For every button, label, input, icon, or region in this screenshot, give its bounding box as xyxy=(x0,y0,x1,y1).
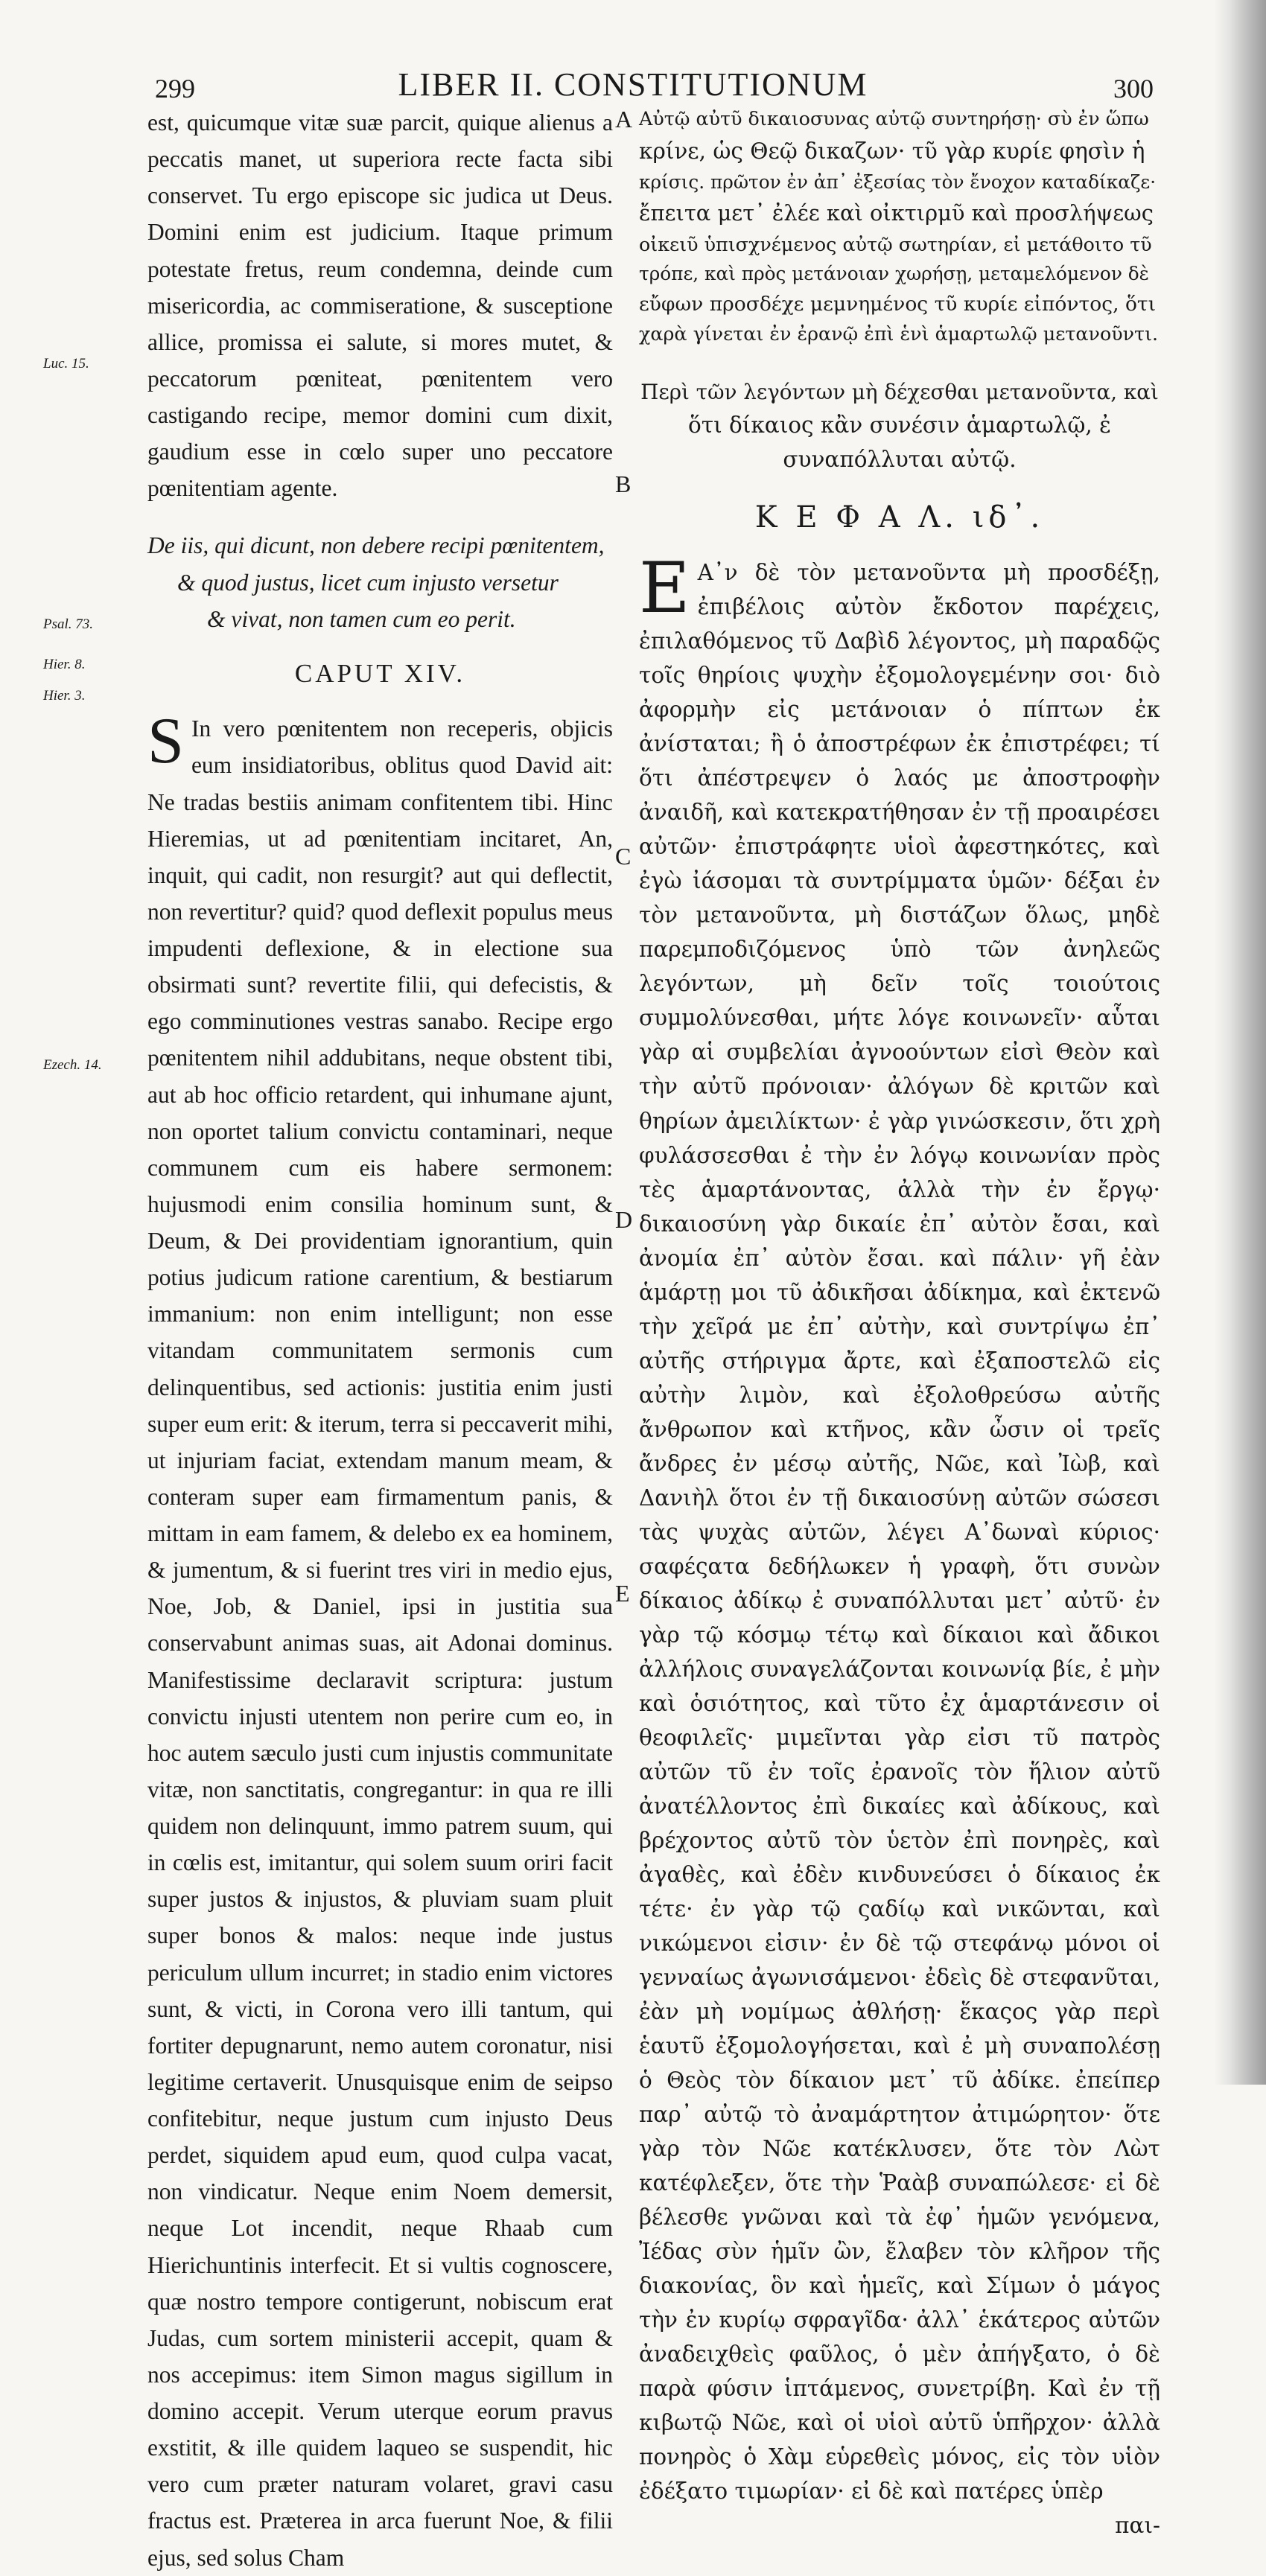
margin-ref-luc: Luc. 15. xyxy=(43,356,89,372)
margin-ref-hier-3: Hier. 3. xyxy=(43,688,86,704)
section-letter-c: C xyxy=(615,843,632,870)
greek-column xyxy=(639,104,1160,2542)
section-letter-b: B xyxy=(615,471,632,497)
greek-dropcap: Ε xyxy=(639,548,690,630)
latin-chapter-body xyxy=(147,705,613,2575)
running-head: LIBER II. CONSTITUTIONUM xyxy=(398,66,868,103)
right-page-number: 300 xyxy=(1113,74,1154,103)
left-page-number: 299 xyxy=(155,74,195,103)
greek-top-line: Αὐτῷ αὐτῦ δικαιοσυνας αὐτῷ συντηρήσῃ· σὺ ἐν ὥπω xyxy=(639,107,1149,130)
greek-chapter-body xyxy=(639,548,1160,2508)
greek-chapter-text: Α᾽ν δὲ τὸν μετανοῦντα μὴ προσδέξῃ, ἐπιβέλοις αὐτὸν ἔκδοτον παρέχεις, ἐπιλαθόμενος τῦ Δαβὶδ λέγοντος, μὴ παραδῷς τοῖς θηρίοις ψυχὴν ἐξομολογεμένην σοι· διὸ ἀφορμὴν εἰς μετάνοιαν ὁ πίπτων ἐκ ἀνίσταται; ἢ ὁ ἀποστρέφων ἐκ ἐπιστρέφει; τί ὅτι ἀπέστρεψεν ὁ λαός με ἀποστροφὴν ἀναιδῆ, καὶ κατεκρατήθησαν ἐν τῇ προαιρέσει αὐτῶν· ἐπιστράφητε υἱοὶ ἀφεστηκότες, καὶ ἐγὼ ἰάσομαι τὰ συντρίμματα ὑμῶν· δέξαι ἐν τὸν μετανοῦντα, μὴ διστάζων ὅλως, μηδὲ παρεμποδιζόμενος ὑπὸ τῶν ἀνηλεῶς λεγόντων, μὴ δεῖν τοῖς τοιούτοις συμμολύνεσθαι, μήτε λόγε κοινωνεῖν· αὗται γὰρ αἱ συμβελίαι ἀγνοούντων εἰσὶ Θεὸν καὶ τὴν αὐτῦ πρόνοιαν· ἀλόγων δὲ κριτῶν καὶ θηρίων ἀμειλίκτων· ἐ γὰρ γινώσκεσιν, ὅτι χρὴ φυλάσσεσθαι ἐ τὴν ἐν λόγῳ κοινωνίαν πρὸς τὲς ἁμαρτάνοντας, ἀλλὰ τὴν ἐν ἔργῳ· δικαιοσύνη γὰρ δικαίε ἐπ᾽ αὐτὸν ἔσαι, καὶ ἀνομία ἐπ᾽ αὐτὸν ἔσαι. καὶ πάλιν· γῆ ἐὰν ἁμάρτῃ μοι τῦ ἀδικῆσαι ἀδίκημα, καὶ ἐκτενῶ τὴν χεῖρά με ἐπ᾽ αὐτὴν, καὶ συντρίψω ἐπ᾽ αὐτῆς στήριγμα ἄρτε, καὶ ἐξαποστελῶ εἰς αὐτὴν λιμὸν, καὶ ἐξολοθρεύσω αὐτῆς ἄνθρωπον καὶ κτῆνος, κἂν ὦσιν οἱ τρεῖς ἄνδρες ἐν μέσῳ αὐτῆς, Νῶε, καὶ Ἰὼβ, καὶ Δανιὴλ ὅτοι ἐν τῇ δικαιοσύνῃ αὐτῶν σώσεσι τὰς ψυχὰς αὐτῶν, λέγει Α᾽δωναὶ κύριος· σαφέςατα δεδήλωκεν ἡ γραφὴ, ὅτι συνὼν δίκαιος ἀδίκῳ ἐ συναπόλλυται μετ᾽ αὐτῦ· ἐν γὰρ τῷ κόσμῳ τέτῳ καὶ δίκαιοι καὶ ἄδικοι ἀλλήλοις συναγελάζονται κοινωνίᾳ βίε, ἐ μὴν καὶ ὁσιότητος, καὶ τῦτο ἐχ ἁμαρτάνεσιν οἱ θεοφιλεῖς· μιμεῖνται γὰρ εἰσι τῦ πατρὸς αὐτῶν τῦ ἐν τοῖς ἐρανοῖς τὸν ἥλιον αὐτῦ ἀνατέλλοντος ἐπὶ δικαίες καὶ ἀδίκους, καὶ βρέχοντος αὐτῦ τὸν ὑετὸν ἐπὶ πονηρὲς, καὶ ἀγαθὲς, καὶ ἐδὲν κινδυνεύσει ὁ δίκαιος ἐκ τέτε· ἐν γὰρ τῷ ςαδίῳ καὶ νικῶνται, καὶ νικώμενοι εἰσιν· ἐν δὲ τῷ στεφάνῳ μόνοι οἱ γενναίως ἀγωνισάμενοι· ἐδεὶς δὲ στεφανῦται, ἐὰν μὴ νομίμως ἀθλήσῃ· ἕκαςος γὰρ περὶ ἑαυτῦ ἐξομολογήσεται, καὶ ἐ μὴ συναπολέσῃ ὁ Θεὸς τὸν δίκαιον μετ᾽ τῦ ἀδίκε. ἐπείπερ παρ᾽ αὐτῷ τὸ ἀναμάρτητον ἀτιμώρητον· ὅτε γὰρ τὸν Νῶε κατέκλυσεν, ὅτε τὸν Λὼτ κατέφλεξεν, ὅτε τὴν Ῥαὰβ συναπώλεσε· εἰ δὲ βέλεσθε γνῶναι καὶ τὰ ἐφ᾽ ἡμῶν γενόμενα, Ἰέδας σὺν ἡμῖν ὢν, ἔλαβεν τὸν κλῆρον τῆς διακονίας, ὃν καὶ ἡμεῖς, καὶ Σίμων ὁ μάγος τὴν ἐν κυρίῳ σφραγῖδα· ἀλλ᾽ ἑκάτερος αὐτῶν ἀναδειχθεὶς φαῦλος, ὁ μὲν ἀπήγξατο, ὁ δὲ παρὰ φύσιν ἱπτάμενος, συνετρίβη. Καὶ ἐν τῇ κιβωτῷ Νῶε, καὶ οἱ υἱοὶ αὐτῦ ὑπῆρχον· ἀλλὰ πονηρὸς ὁ Χὰμ εὑρεθεὶς μόνος, εἰς τὸν υἱὸν ἐδέξατο τιμωρίαν· εἰ δὲ καὶ πατέρες ὑπὲρ xyxy=(639,560,1160,2505)
page-edge-shadow xyxy=(1214,0,1266,2085)
latin-chapter-summary xyxy=(147,527,613,637)
margin-ref-psal: Psal. 73. xyxy=(43,616,94,632)
margin-ref-hier-8: Hier. 8. xyxy=(43,657,86,672)
section-letter-a: A xyxy=(615,106,633,133)
greek-top-line: οἰκειῦ ὑπισχνέμενος αὐτῷ σωτηρίαν, εἰ μετάθοιτο τῦ xyxy=(639,233,1152,256)
latin-column xyxy=(147,104,613,2576)
greek-top-line: εὔφων προσδέχε μεμνημένος τῦ κυρίε εἰπόντος, ὅτι xyxy=(639,292,1157,316)
latin-dropcap: S xyxy=(147,705,184,778)
latin-chapter-text: In vero pœnitentem non receperis, objicis eum insidiatoribus, oblitus quod David ait: Ne tradas bestiis animam confitentem tibi. Hinc Hieremias, ut ad pœnitentiam incitaret, An, inquit, qui cadit, non resurgit? aut qui deflectit, non revertitur? quid? quod deflexit populus meus impudenti deflexione, & in electione sua obsirmati sunt? revertite filii, qui defecistis, & ego comminutiones vestras sanabo. Recipe ergo pœnitentem nihil addubitans, neque obstent tibi, aut ab hoc officio retardent, qui inhumane ajunt, non oportet talium convictu contaminari, neque communem cum eis habere sermonem: hujusmodi enim consilia hominum sunt, & Deum, & Dei providentiam ignorantium, quin potius judicum ratione carentium, & bestiarum immanium: non enim intelligunt; non esse vitandam communitatem sermonis cum delinquentibus, sed actionis: justitia enim justi super eum erit: & iterum, terra si peccaverit mihi, ut injuriam faciat, extendam manum meam, & conteram super eam firmamentum panis, & mittam in eam famem, & delebo ex ea hominem, & jumentum, & si fuerint tres viri in medio ejus, Noe, Job, & Daniel, ipsi in justitia sua conservabunt animas suas, ait Adonai dominus. Manifestissime declaravit scriptura: justum convictu injusti utentem non perire cum eo, in hoc autem sæculo justi cum injustis communitate vitæ, non sanctitatis, congregantur: in qua re illi quidem non delinquunt, immo patrem suum, qui in cœlis est, imitantur, qui solem suum oriri facit super justos & injustos, & pluviam suam pluit super bonos & malos: neque inde justus periculum ullum incurret; in stadio enim victores sunt, & victi, in Corona vero illi tantum, qui fortiter depugnarunt, nemo autem coronatur, nisi legitime certaverit. Unusquisque enim de seipso confitebitur, neque justum cum injusto Deus perdet, siquidem apud eum, quod culpa vacat, non vindicatur. Neque enim Noem demersit, neque Lot incendit, neque Rhaab cum Hierichuntinis interfecit. Et si vultis cognoscere, quæ nostro tempore contigerunt, nobiscum erat Judas, cum sortem ministerii accepit, quam & nos accepimus: item Simon magus sigillum in domino accepit. Verum uterque eorum pravus exstitit, & ille quidem laqueo se suspendit, hic vero cum præter naturam volaret, gravi casu fractus est. Præterea in arca fuerunt Noe, & filii ejus, sed solus Cham xyxy=(147,715,613,2571)
latin-summary-line: & vivat, non tamen cum eo perit. xyxy=(207,605,516,632)
greek-chapter-title: Κ Ε Φ Α Λ. ιδ᾽. xyxy=(754,500,1045,535)
latin-top-paragraph: est, quicumque vitæ suæ parcit, quique alienus a peccatis manet, ut superiora recte facta sibi conservet. Tu ergo episcope sic judica ut Deus. Domini enim est judicium. Itaque primum potestate fretus, reum condemna, deinde cum misericordia, ac commiseratione, & susceptione allice, promissa ei salute, si mores mutet, & peccatorum pœniteat, pœnitentem vero castigando recipe, memor domini cum dixit, gaudium esse in cœlo super uno peccatore pœnitentiam agente. xyxy=(147,109,613,502)
section-letter-e: E xyxy=(615,1580,630,1607)
greek-chapter-summary xyxy=(639,376,1160,476)
greek-summary-line: Περὶ τῶν λεγόντων μὴ δέχεσθαι μετανοῦντα, καὶ xyxy=(640,379,1159,404)
catchword: παι- xyxy=(1115,2513,1160,2539)
greek-top-line: χαρὰ γίνεται ἐν ἐρανῷ ἐπὶ ἑνὶ ἁμαρτωλῷ μετανοῦντι. xyxy=(639,322,1159,345)
greek-summary-line: ὅτι δίκαιος κἂν συνέσιν ἁμαρτωλῷ, ἐ xyxy=(688,412,1111,438)
latin-chapter-title: CAPUT XIV. xyxy=(294,658,466,688)
latin-summary-line: & quod justus, licet cum injusto versetur xyxy=(177,569,559,596)
section-letter-d: D xyxy=(615,1206,633,1233)
greek-top-passage xyxy=(639,104,1160,349)
latin-summary-line: De iis, qui dicunt, non debere recipi pœnitentem, xyxy=(147,532,605,559)
greek-top-line: κρίνε, ὡς Θεῷ δικαζων· τῦ γὰρ κυρίε φησὶν ἡ xyxy=(639,138,1145,164)
margin-ref-ezech: Ezech. 14. xyxy=(43,1057,102,1073)
greek-top-line: ἔπειτα μετ᾽ ἐλέε καὶ οἰκτιρμῦ καὶ προσλήψεως xyxy=(639,200,1154,226)
greek-summary-line: συναπόλλυται αὐτῷ. xyxy=(783,446,1017,472)
greek-top-line: τρόπε, καὶ πρὸς μετάνοιαν χωρήσῃ, μεταμελόμενον δὲ xyxy=(639,262,1149,284)
greek-top-line: κρίσις. πρῶτον ἐν ἀπ᾽ ἐξεσίας τὸν ἔνοχον καταδίκαζε· xyxy=(639,170,1157,193)
